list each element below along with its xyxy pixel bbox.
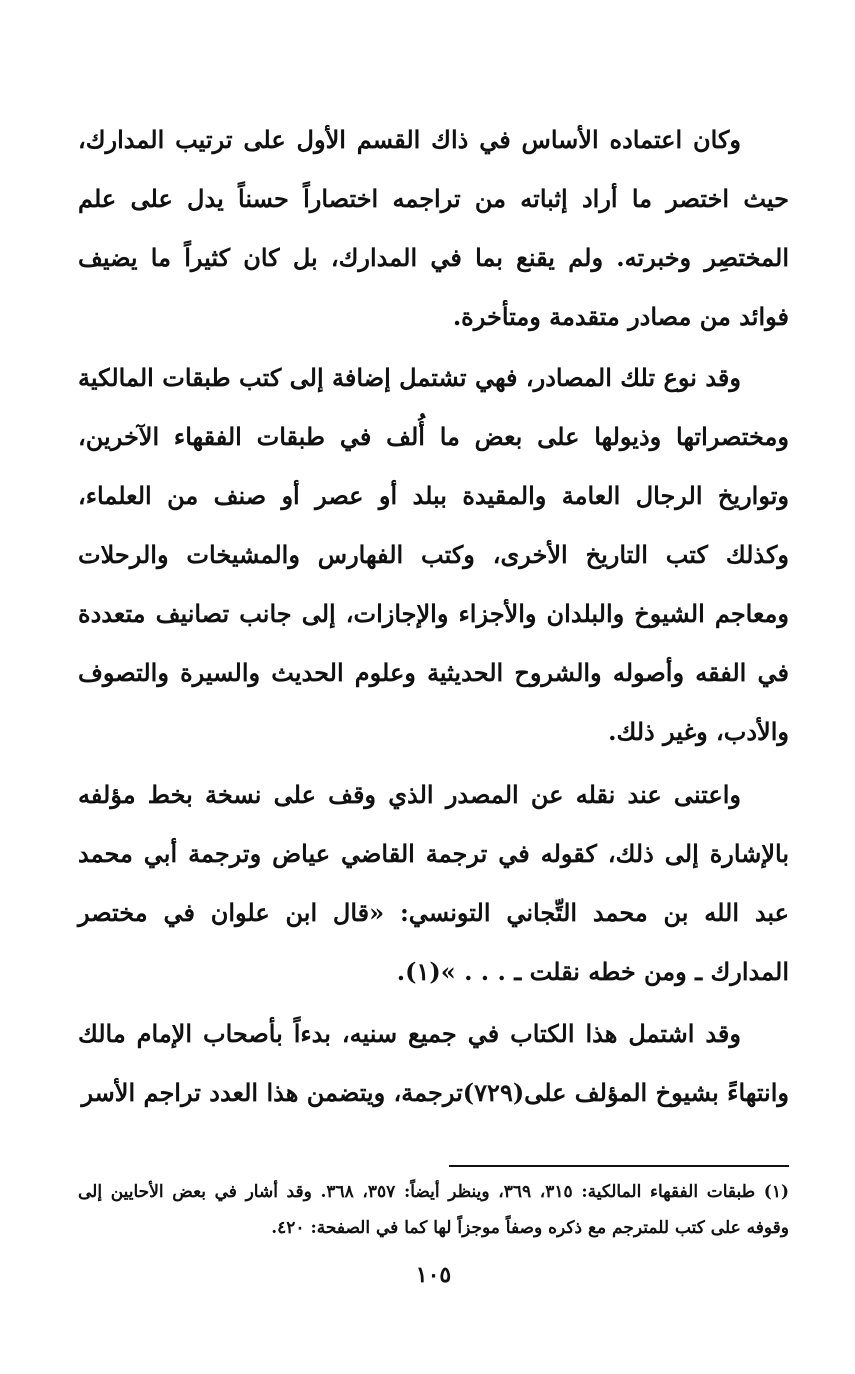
document-page [78,0,789,1374]
page-number: ١٠٥ [415,1262,452,1288]
body-paragraph-2: وقد نوع تلك المصادر، فهي تشتمل إضافة إلى كتب طبقات المالكية ومختصراتها وذيولها على بعض ما أُلف في طبقات الفقهاء الآخرين، وتواريخ الرجال العامة والمقيدة ببلد أو عصر أو صنف من العلماء، وكذلك كتب التاريخ الأخرى، وكتب الفهارس والمشيخات والرحلات ومعاجم الشيوخ والبلدان والأجزاء والإجازات، إلى جانب تصانيف متعددة في الفقه وأصوله والشروح الحديثية وعلوم الحديث والسيرة والتصوف والأدب، وغير ذلك. [78,363,789,746]
body-paragraph-3: واعتنى عند نقله عن المصدر الذي وقف على نسخة بخط مؤلفه بالإشارة إلى ذلك، كقوله في ترجمة القاضي عياض وترجمة أبي محمد عبد الله بن محمد التِّجاني التونسي: «قال ابن علوان في مختصر المدارك ـ ومن خطه نقلت ـ . . . »(١). [78,780,789,986]
footnote-divider [449,1165,789,1167]
footnote-text: (١) طبقات الفقهاء المالكية: ٣١٥، ٣٦٩، وينظر أيضاً: ٣٥٧، ٣٦٨. وقد أشار في بعض الأحايين إلى وقوفه على كتب للمترجم مع ذكره وصفاً موجزاً لها كما في الصفحة: ٤٢٠. [78,1182,789,1238]
body-paragraph-4: وقد اشتمل هذا الكتاب في جميع سنيه، بدءاً بأصحاب الإمام مالك وانتهاءً بشيوخ المؤلف على(٧٢٩)ترجمة، ويتضمن هذا العدد تراجم الأسر [78,1019,789,1107]
body-paragraph-1: وكان اعتماده الأساس في ذاك القسم الأول على ترتيب المدارك، حيث اختصر ما أراد إثباته من تراجمه اختصاراً حسناً يدل على علم المختصِر وخبرته. ولم يقنع بما في المدارك، بل كان كثيراً ما يضيف فوائد من مصادر متقدمة ومتأخرة. [78,125,789,331]
